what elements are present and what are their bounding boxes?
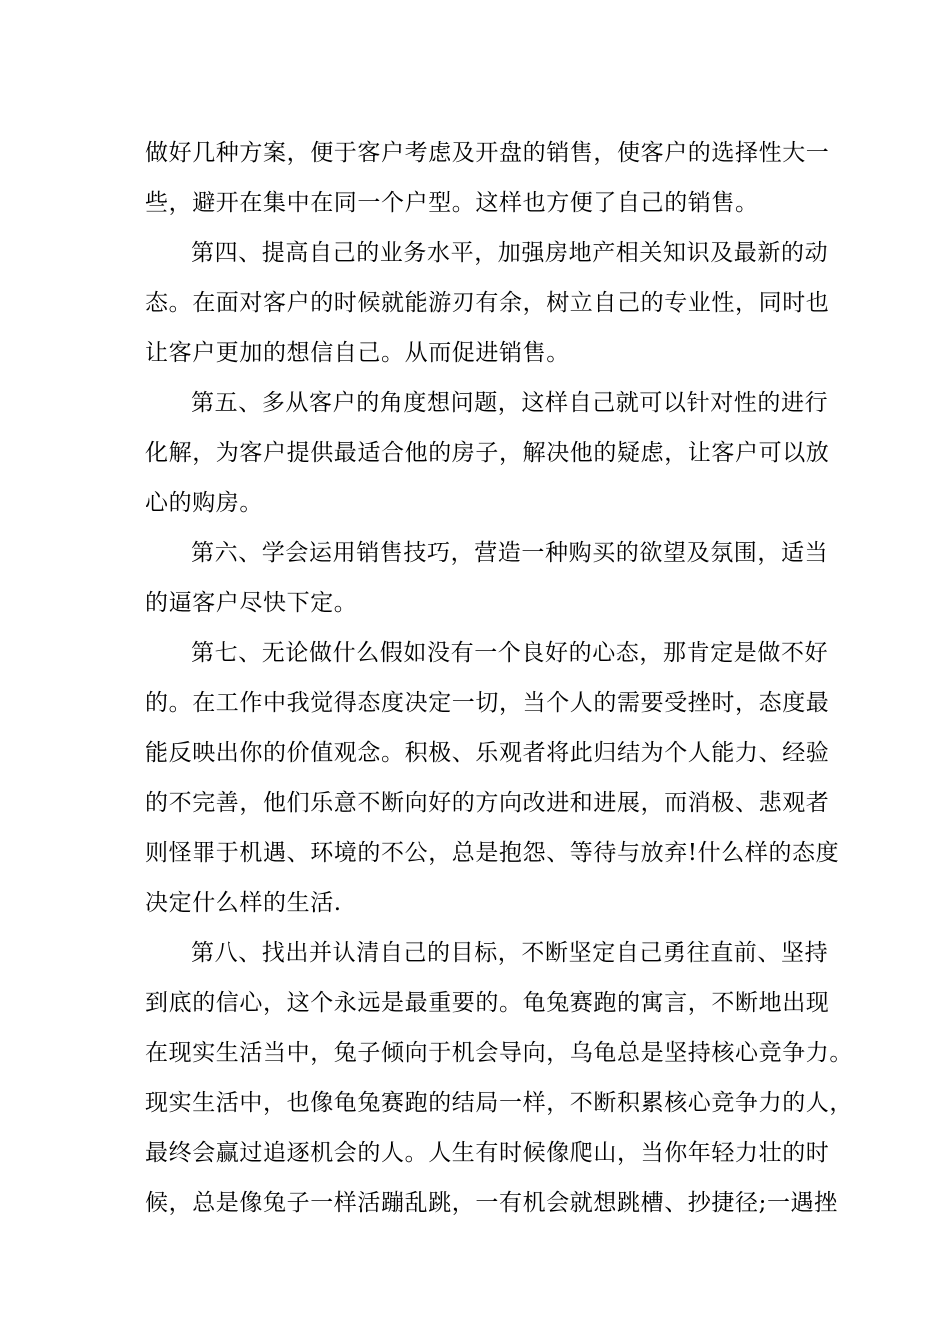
- paragraph-heading-line: 第七、无论做什么假如没有一个良好的心态，那肯定是做不好: [191, 640, 829, 666]
- text-line: 些，避开在集中在同一个户型。这样也方便了自己的销售。: [145, 190, 759, 216]
- text-line: 则怪罪于机遇、环境的不公，总是抱怨、等待与放弃!什么样的态度: [145, 840, 840, 866]
- document-body: [145, 128, 853, 1228]
- paragraph-heading-line: 第八、找出并认清自己的目标，不断坚定自己勇往直前、坚持: [191, 940, 829, 966]
- text-line: 到底的信心，这个永远是最重要的。龟兔赛跑的寓言，不断地出现: [145, 990, 830, 1016]
- text-line: 现实生活中，也像龟兔赛跑的结局一样，不断积累核心竞争力的人，: [145, 1090, 853, 1116]
- text-line: 能反映出你的价值观念。积极、乐观者将此归结为个人能力、经验: [145, 740, 830, 766]
- text-line: 心的购房。: [145, 490, 263, 516]
- text-line: 做好几种方案，便于客户考虑及开盘的销售，使客户的选择性大一: [145, 140, 830, 166]
- text-line: 让客户更加的想信自己。从而促进销售。: [145, 340, 570, 366]
- text-line: 的不完善，他们乐意不断向好的方向改进和进展，而消极、悲观者: [145, 790, 830, 816]
- text-line: 态。在面对客户的时候就能游刃有余，树立自己的专业性，同时也: [145, 290, 830, 316]
- text-line: 化解，为客户提供最适合他的房子，解决他的疑虑，让客户可以放: [145, 440, 830, 466]
- text-line: 的。在工作中我觉得态度决定一切，当个人的需要受挫时，态度最: [145, 690, 830, 716]
- text-line: 最终会赢过追逐机会的人。人生有时候像爬山，当你年轻力壮的时: [145, 1140, 830, 1166]
- text-line: 的逼客户尽快下定。: [145, 590, 358, 616]
- text-line: 候，总是像兔子一样活蹦乱跳，一有机会就想跳槽、抄捷径;一遇挫: [145, 1190, 838, 1216]
- paragraph-heading-line: 第六、学会运用销售技巧，营造一种购买的欲望及氛围，适当: [191, 540, 829, 566]
- paragraph-heading-line: 第五、多从客户的角度想问题，这样自己就可以针对性的进行: [191, 390, 829, 416]
- text-line: 决定什么样的生活.: [145, 890, 342, 916]
- text-line: 在现实生活当中，兔子倾向于机会导向，乌龟总是坚持核心竞争力。: [145, 1040, 853, 1066]
- paragraph-heading-line: 第四、提高自己的业务水平，加强房地产相关知识及最新的动: [191, 240, 829, 266]
